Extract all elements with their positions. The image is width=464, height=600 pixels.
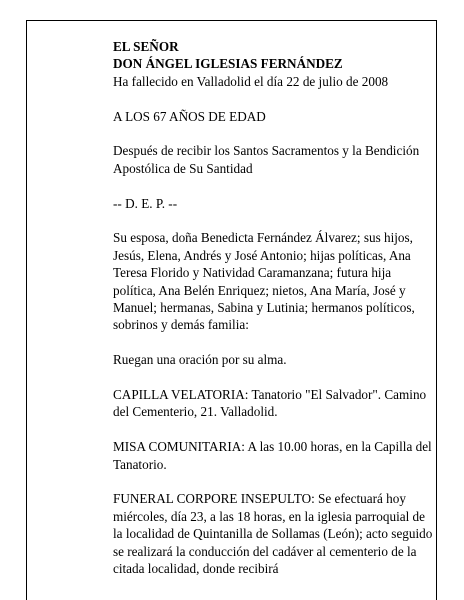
family-paragraph: Su esposa, doña Benedicta Fernández Álvarez; sus hijos, Jesús, Elena, Andrés y José Antonio; hijas políticas, Ana Teresa Florido y Natividad Caramanzana; futura hija política, Ana Belén Enriquez; nietos, Ana María, José y Manuel; hermanas, Sabina y Lutinia; hermanos políticos, sobrinos y demás familia: (113, 230, 415, 333)
prayer-line: Ruegan una oración por su alma. (113, 352, 287, 368)
sacraments-paragraph: Después de recibir los Santos Sacramentos y la Bendición Apostólica de Su Santidad (113, 143, 420, 176)
funeral-paragraph: FUNERAL CORPORE INSEPULTO: Se efectuará hoy miércoles, día 23, a las 18 horas, en la iglesia parroquial de la localidad de Quintanilla de Sollamas (León); acto seguido se realizará la conducción del cadáver al cementerio de la citada localidad, donde recibirá (113, 491, 433, 577)
death-announcement: Ha fallecido en Valladolid el día 22 de julio de 2008 (113, 73, 389, 89)
frame-left-border (26, 20, 27, 600)
frame-right-border (436, 20, 437, 600)
mass-paragraph: MISA COMUNITARIA: A las 10.00 horas, en la Capilla del Tanatorio. (113, 439, 432, 472)
chapel-paragraph: CAPILLA VELATORIA: Tanatorio "El Salvador". Camino del Cementerio, 21. Valladolid. (113, 387, 427, 420)
frame-top-border (26, 20, 437, 21)
age-line: A LOS 67 AÑOS DE EDAD (113, 108, 266, 124)
dep-line: -- D. E. P. -- (113, 195, 178, 211)
obituary-text (113, 38, 433, 577)
title-line-1: EL SEÑOR (113, 39, 179, 54)
deceased-name: DON ÁNGEL IGLESIAS FERNÁNDEZ (113, 56, 343, 72)
